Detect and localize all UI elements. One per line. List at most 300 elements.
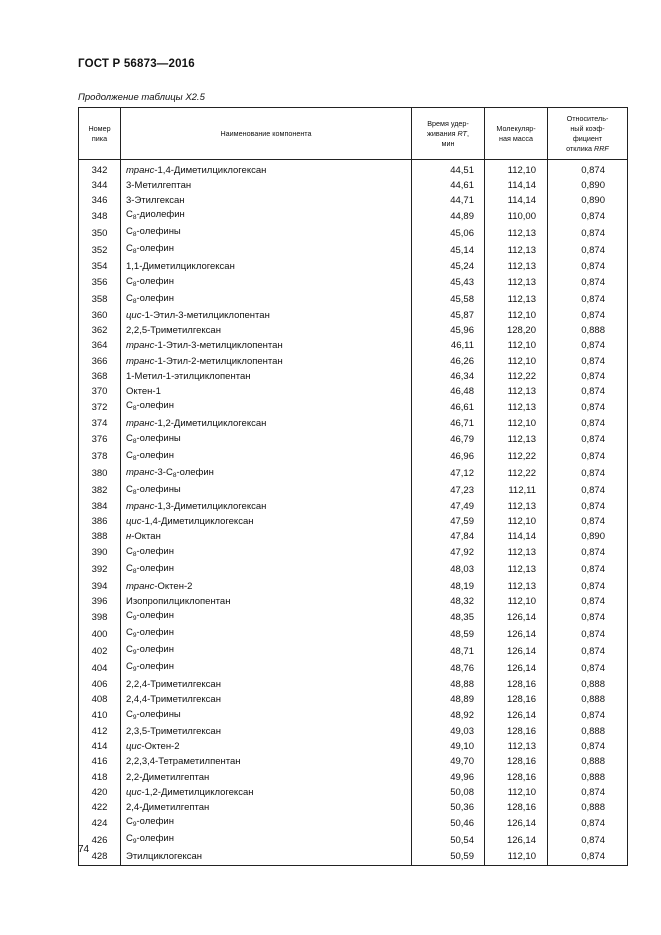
peak-number-cell: 388 [79, 530, 121, 545]
table-row [79, 740, 628, 755]
table-row [79, 545, 628, 562]
table-row [79, 324, 628, 339]
carbon-count-subscript: 9 [132, 632, 137, 640]
component-name-part: -3- [154, 466, 166, 478]
response-factor-cell: 0,874 [548, 369, 628, 384]
component-name-text: 1,1-Диметилциклогексан [126, 260, 235, 272]
peak-number-cell: 368 [79, 369, 121, 384]
response-factor-cell: 0,874 [548, 309, 628, 324]
component-name-cell [121, 815, 412, 832]
molecular-mass-cell: 114,14 [485, 530, 548, 545]
molecular-mass-cell: 112,13 [485, 384, 548, 399]
table-row [79, 160, 628, 179]
component-name-text: 2,4,4-Триметилгексан [126, 693, 221, 705]
component-name-cell [121, 626, 412, 643]
carbon-symbol: C [126, 209, 133, 221]
peak-number-cell: 414 [79, 740, 121, 755]
component-name-text: -олефин [136, 610, 174, 622]
isomer-prefix: транс [126, 580, 155, 592]
peak-number-cell: 362 [79, 324, 121, 339]
molecular-mass-cell: 112,13 [485, 740, 548, 755]
peak-number-cell: 428 [79, 849, 121, 865]
molecular-mass-cell: 112,13 [485, 225, 548, 242]
component-name-text: -олефин [136, 644, 174, 656]
component-name-text: 3-Метилгептан [126, 179, 192, 191]
retention-time-cell: 48,59 [412, 626, 485, 643]
molecular-mass-cell: 112,13 [485, 579, 548, 594]
molecular-mass-cell: 112,13 [485, 545, 548, 562]
isomer-prefix: цис [126, 310, 142, 322]
molecular-mass-cell: 128,20 [485, 324, 548, 339]
peak-number-cell: 346 [79, 193, 121, 208]
component-name-cell [121, 369, 412, 384]
retention-time-cell: 48,19 [412, 579, 485, 594]
peak-number-cell: 380 [79, 466, 121, 483]
retention-time-cell: 47,92 [412, 545, 485, 562]
response-factor-cell: 0,874 [548, 643, 628, 660]
component-name-cell [121, 609, 412, 626]
table-row [79, 399, 628, 416]
carbon-symbol: C [126, 483, 133, 495]
carbon-symbol: C [126, 661, 133, 673]
molecular-mass-cell: 114,14 [485, 178, 548, 193]
response-factor-cell: 0,874 [548, 740, 628, 755]
table-row [79, 562, 628, 579]
retention-time-cell: 47,59 [412, 515, 485, 530]
retention-time-cell: 46,11 [412, 339, 485, 354]
component-name-cell [121, 770, 412, 785]
table-row [79, 515, 628, 530]
table-row [79, 692, 628, 707]
retention-time-cell: 45,96 [412, 324, 485, 339]
peak-number-cell: 384 [79, 500, 121, 515]
component-name-text: Октен-1 [126, 385, 161, 397]
component-name-cell [121, 562, 412, 579]
table-row [79, 242, 628, 259]
response-factor-cell: 0,874 [548, 708, 628, 725]
molecular-mass-cell: 112,10 [485, 339, 548, 354]
molecular-mass-cell: 128,16 [485, 800, 548, 815]
response-factor-cell: 0,874 [548, 416, 628, 431]
carbon-count-subscript: 8 [132, 437, 137, 445]
isomer-prefix: цис [126, 516, 142, 528]
response-factor-cell: 0,874 [548, 594, 628, 609]
retention-time-cell: 49,03 [412, 725, 485, 740]
carbon-count-subscript: 8 [132, 248, 137, 256]
table-caption: Продолжение таблицы X2.5 [78, 92, 205, 103]
table-row [79, 275, 628, 292]
response-factor-cell: 0,890 [548, 530, 628, 545]
retention-time-cell: 48,88 [412, 677, 485, 692]
molecular-mass-cell: 110,00 [485, 208, 548, 225]
component-name-cell [121, 545, 412, 562]
table-row [79, 225, 628, 242]
isomer-prefix: транс [126, 501, 155, 513]
component-name-text: -олефин [136, 400, 174, 412]
component-name-cell [121, 755, 412, 770]
molecular-mass-cell: 126,14 [485, 660, 548, 677]
molecular-mass-cell: 112,13 [485, 259, 548, 274]
component-name-cell [121, 193, 412, 208]
retention-time-cell: 50,36 [412, 800, 485, 815]
component-name-text: -олефин [136, 449, 174, 461]
molecular-mass-cell: 112,13 [485, 500, 548, 515]
retention-time-cell: 50,46 [412, 815, 485, 832]
carbon-count-subscript: 8 [132, 488, 137, 496]
carbon-count-subscript: 8 [132, 454, 137, 462]
molecular-mass-cell: 112,10 [485, 785, 548, 800]
response-factor-cell: 0,874 [548, 449, 628, 466]
response-factor-cell: 0,888 [548, 770, 628, 785]
molecular-mass-cell: 112,13 [485, 399, 548, 416]
table-row [79, 354, 628, 369]
carbon-count-subscript: 9 [132, 615, 137, 623]
peak-number-cell: 354 [79, 259, 121, 274]
molecular-mass-cell: 114,14 [485, 193, 548, 208]
table-row [79, 770, 628, 785]
carbon-symbol: C [126, 226, 133, 238]
column-header-molecular-mass: Молекуляр- ная масса [485, 108, 548, 160]
response-factor-cell: 0,874 [548, 785, 628, 800]
component-name-cell [121, 225, 412, 242]
table-row [79, 369, 628, 384]
peak-number-cell: 360 [79, 309, 121, 324]
response-factor-cell: 0,874 [548, 339, 628, 354]
peak-number-cell: 412 [79, 725, 121, 740]
response-factor-cell: 0,874 [548, 160, 628, 179]
retention-time-cell: 48,03 [412, 562, 485, 579]
table-row [79, 483, 628, 500]
peak-number-cell: 370 [79, 384, 121, 399]
retention-time-cell: 48,35 [412, 609, 485, 626]
molecular-mass-cell: 126,14 [485, 815, 548, 832]
table-row [79, 626, 628, 643]
component-name-text: -Октен-2 [154, 580, 193, 592]
component-name-text: -1,4-Диметилциклогексан [141, 516, 254, 528]
component-name-text: -диолефин [136, 209, 185, 221]
component-name-cell [121, 594, 412, 609]
component-name-text: -олефины [136, 226, 181, 238]
molecular-mass-cell: 112,10 [485, 594, 548, 609]
molecular-mass-cell: 112,22 [485, 449, 548, 466]
peak-number-cell: 378 [79, 449, 121, 466]
peak-number-cell: 418 [79, 770, 121, 785]
molecular-mass-cell: 112,10 [485, 309, 548, 324]
molecular-mass-cell: 112,10 [485, 354, 548, 369]
retention-time-cell: 50,08 [412, 785, 485, 800]
component-name-cell [121, 292, 412, 309]
response-factor-cell: 0,888 [548, 755, 628, 770]
carbon-count-subscript: 9 [132, 666, 137, 674]
carbon-count-subscript: 8 [132, 567, 137, 575]
component-name-text: Изопропилциклопентан [126, 595, 231, 607]
carbon-symbol: C [126, 449, 133, 461]
table-row [79, 466, 628, 483]
retention-time-cell: 44,71 [412, 193, 485, 208]
peak-number-cell: 422 [79, 800, 121, 815]
component-name-text: -1-Этил-3-метилциклопентан [141, 310, 270, 322]
component-name-cell [121, 275, 412, 292]
response-factor-cell: 0,874 [548, 579, 628, 594]
component-name-text: -Октен-2 [141, 741, 180, 753]
component-name-cell [121, 515, 412, 530]
peak-number-cell: 394 [79, 579, 121, 594]
retention-time-cell: 46,96 [412, 449, 485, 466]
molecular-mass-cell: 128,16 [485, 755, 548, 770]
carbon-symbol: C [126, 275, 133, 287]
carbon-count-subscript: 8 [132, 405, 137, 413]
response-factor-cell: 0,874 [548, 815, 628, 832]
component-name-cell [121, 800, 412, 815]
response-factor-cell: 0,874 [548, 500, 628, 515]
carbon-symbol: C [126, 816, 133, 828]
isomer-prefix: цис [126, 786, 142, 798]
retention-time-cell: 48,71 [412, 643, 485, 660]
table-row [79, 832, 628, 849]
response-factor-cell: 0,874 [548, 660, 628, 677]
retention-time-cell: 47,84 [412, 530, 485, 545]
response-factor-cell: 0,874 [548, 399, 628, 416]
response-factor-cell: 0,874 [548, 432, 628, 449]
component-name-suffix: -олефин [176, 466, 214, 478]
peak-number-cell: 398 [79, 609, 121, 626]
component-name-cell [121, 242, 412, 259]
component-name-cell [121, 677, 412, 692]
molecular-mass-cell: 112,11 [485, 483, 548, 500]
component-name-cell [121, 354, 412, 369]
response-factor-cell: 0,874 [548, 562, 628, 579]
component-name-text: -1,4-Диметилциклогексан [154, 164, 267, 176]
isomer-prefix: транс [126, 164, 155, 176]
carbon-symbol: C [126, 243, 133, 255]
table-row [79, 500, 628, 515]
table-row [79, 292, 628, 309]
response-factor-cell: 0,874 [548, 259, 628, 274]
component-name-text: 2,2,4-Триметилгексан [126, 678, 221, 690]
component-name-text: -олефин [136, 275, 174, 287]
peak-number-cell: 348 [79, 208, 121, 225]
table-row [79, 609, 628, 626]
table-row [79, 178, 628, 193]
molecular-mass-cell: 112,22 [485, 466, 548, 483]
molecular-mass-cell: 128,16 [485, 692, 548, 707]
component-name-cell [121, 483, 412, 500]
retention-time-cell: 45,06 [412, 225, 485, 242]
component-name-text: 1-Метил-1-этилциклопентан [126, 370, 251, 382]
component-name-cell [121, 339, 412, 354]
retention-time-cell: 44,51 [412, 160, 485, 179]
component-name-text: -олефины [136, 483, 181, 495]
peak-number-cell: 374 [79, 416, 121, 431]
retention-time-cell: 46,48 [412, 384, 485, 399]
component-name-text: -олефин [136, 627, 174, 639]
carbon-symbol: C [126, 562, 133, 574]
molecular-mass-cell: 128,16 [485, 770, 548, 785]
component-name-text: -Октан [131, 531, 161, 543]
carbon-symbol: C [126, 627, 133, 639]
component-name-text: 2,4-Диметилгептан [126, 801, 210, 813]
peak-number-cell: 426 [79, 832, 121, 849]
column-header-retention-time: Время удер- живания RT, мин [412, 108, 485, 160]
molecular-mass-cell: 126,14 [485, 832, 548, 849]
isomer-prefix: н [126, 531, 132, 543]
molecular-mass-cell: 128,16 [485, 677, 548, 692]
table-row [79, 449, 628, 466]
component-name-cell [121, 725, 412, 740]
carbon-count-subscript: 9 [132, 649, 137, 657]
page-number: 74 [78, 844, 90, 855]
retention-time-cell: 46,34 [412, 369, 485, 384]
component-name-cell [121, 309, 412, 324]
response-factor-cell: 0,890 [548, 178, 628, 193]
table-row [79, 579, 628, 594]
molecular-mass-cell: 112,10 [485, 515, 548, 530]
retention-time-cell: 45,24 [412, 259, 485, 274]
table-row [79, 339, 628, 354]
carbon-count-subscript: 8 [132, 280, 137, 288]
table-row [79, 725, 628, 740]
component-name-text: 2,2-Диметилгептан [126, 771, 210, 783]
component-name-text: -олефин [136, 833, 174, 845]
table-row [79, 594, 628, 609]
retention-time-cell: 48,76 [412, 660, 485, 677]
isomer-prefix: транс [126, 340, 155, 352]
peak-number-cell: 410 [79, 708, 121, 725]
retention-time-cell: 46,79 [412, 432, 485, 449]
component-name-cell [121, 449, 412, 466]
molecular-mass-cell: 112,13 [485, 432, 548, 449]
peak-number-cell: 366 [79, 354, 121, 369]
carbon-count-subscript: 9 [132, 838, 137, 846]
isomer-prefix: цис [126, 741, 142, 753]
peak-number-cell: 356 [79, 275, 121, 292]
retention-time-cell: 44,89 [412, 208, 485, 225]
peak-number-cell: 396 [79, 594, 121, 609]
component-name-cell [121, 643, 412, 660]
retention-time-cell: 48,92 [412, 708, 485, 725]
component-name-text: -олефин [136, 816, 174, 828]
component-name-text: -олефин [136, 243, 174, 255]
peak-number-cell: 342 [79, 160, 121, 179]
response-factor-cell: 0,888 [548, 677, 628, 692]
carbon-count-subscript: 8 [132, 297, 137, 305]
carbon-symbol: C [126, 708, 133, 720]
peak-number-cell: 376 [79, 432, 121, 449]
peak-number-cell: 406 [79, 677, 121, 692]
component-name-cell [121, 692, 412, 707]
component-name-cell [121, 466, 412, 483]
component-name-cell [121, 178, 412, 193]
carbon-count-subscript: 9 [132, 821, 137, 829]
component-name-cell [121, 785, 412, 800]
retention-time-cell: 48,89 [412, 692, 485, 707]
carbon-symbol: C [126, 644, 133, 656]
peak-number-cell: 364 [79, 339, 121, 354]
peak-number-cell: 390 [79, 545, 121, 562]
response-factor-cell: 0,874 [548, 275, 628, 292]
retention-time-cell: 46,71 [412, 416, 485, 431]
peak-number-cell: 386 [79, 515, 121, 530]
component-name-text: -1-Этил-2-метилциклопентан [154, 355, 283, 367]
peak-number-cell: 382 [79, 483, 121, 500]
retention-time-cell: 49,96 [412, 770, 485, 785]
retention-time-cell: 49,10 [412, 740, 485, 755]
molecular-mass-cell: 112,10 [485, 849, 548, 865]
response-factor-cell: 0,874 [548, 626, 628, 643]
carbon-count-subscript: 8 [172, 471, 177, 479]
peak-number-cell: 402 [79, 643, 121, 660]
column-header-peak-number: Номер пика [79, 108, 121, 160]
component-name-text: -олефин [136, 661, 174, 673]
table-row [79, 643, 628, 660]
response-factor-cell: 0,874 [548, 208, 628, 225]
response-factor-cell: 0,874 [548, 609, 628, 626]
component-name-cell [121, 530, 412, 545]
molecular-mass-cell: 112,13 [485, 562, 548, 579]
molecular-mass-cell: 126,14 [485, 609, 548, 626]
table-row [79, 432, 628, 449]
retention-time-cell: 46,61 [412, 399, 485, 416]
response-factor-cell: 0,874 [548, 292, 628, 309]
peak-number-cell: 372 [79, 399, 121, 416]
response-factor-cell: 0,874 [548, 354, 628, 369]
table-row [79, 384, 628, 399]
response-factor-cell: 0,874 [548, 225, 628, 242]
table-row [79, 785, 628, 800]
carbon-symbol: C [126, 400, 133, 412]
component-name-text: 2,2,5-Триметилгексан [126, 325, 221, 337]
retention-time-cell: 45,43 [412, 275, 485, 292]
retention-time-cell: 47,23 [412, 483, 485, 500]
table-row [79, 193, 628, 208]
component-name-cell [121, 579, 412, 594]
response-factor-cell: 0,874 [548, 832, 628, 849]
component-name-text: Этилциклогексан [126, 850, 203, 862]
retention-time-cell: 46,26 [412, 354, 485, 369]
response-factor-cell: 0,874 [548, 384, 628, 399]
component-name-cell [121, 259, 412, 274]
retention-time-cell: 47,12 [412, 466, 485, 483]
carbon-count-subscript: 8 [132, 550, 137, 558]
table-row [79, 849, 628, 865]
molecular-mass-cell: 126,14 [485, 643, 548, 660]
table-row [79, 800, 628, 815]
component-name-cell [121, 160, 412, 179]
response-factor-cell: 0,888 [548, 800, 628, 815]
response-factor-cell: 0,874 [548, 466, 628, 483]
carbon-symbol: C [126, 833, 133, 845]
retention-time-cell: 50,54 [412, 832, 485, 849]
standard-title: ГОСТ Р 56873—2016 [78, 58, 195, 70]
component-name-text: -1-Этил-3-метилциклопентан [154, 340, 283, 352]
table-body [79, 160, 628, 866]
response-factor-cell: 0,874 [548, 849, 628, 865]
isomer-prefix: транс [126, 466, 155, 478]
response-factor-cell: 0,888 [548, 324, 628, 339]
components-table [78, 107, 628, 866]
isomer-prefix: транс [126, 355, 155, 367]
table-row [79, 530, 628, 545]
component-name-cell [121, 708, 412, 725]
component-name-text: -олефины [136, 432, 181, 444]
component-name-cell [121, 740, 412, 755]
peak-number-cell: 404 [79, 660, 121, 677]
molecular-mass-cell: 112,13 [485, 275, 548, 292]
carbon-count-subscript: 9 [132, 713, 137, 721]
component-name-text: -олефин [136, 292, 174, 304]
retention-time-cell: 45,14 [412, 242, 485, 259]
component-name-cell [121, 500, 412, 515]
